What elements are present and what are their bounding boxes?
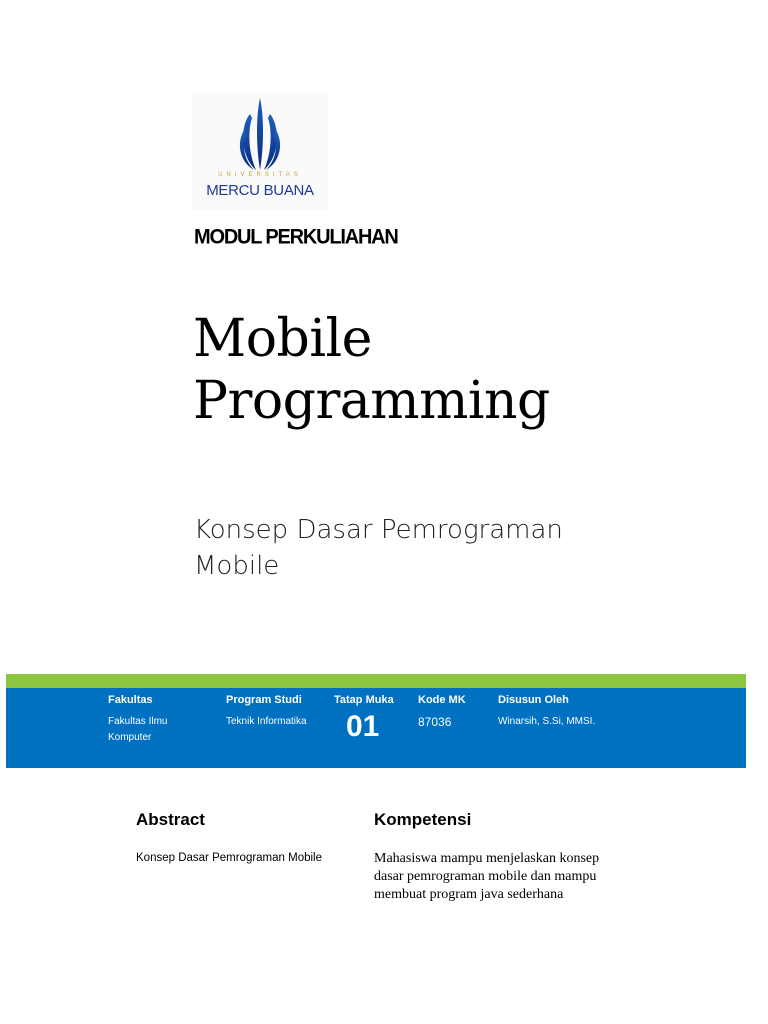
kompetensi-text: Mahasiswa mampu menjelaskan konsep dasar pemrograman mobile dan mampu membuat program java sederhana xyxy=(374,851,600,902)
tatap-muka-label: Tatap Muka xyxy=(334,694,394,706)
program-studi-column xyxy=(226,694,307,730)
tatap-muka-column xyxy=(334,694,394,742)
title-line-2: Programming xyxy=(193,371,550,431)
program-studi-label: Program Studi xyxy=(226,694,302,706)
module-type-label: MODUL PERKULIAHAN xyxy=(194,225,398,249)
kompetensi-heading: Kompetensi xyxy=(374,810,472,829)
abstract-heading: Abstract xyxy=(136,810,205,829)
fakultas-value-line-1: Fakultas Ilmu xyxy=(108,716,168,727)
tatap-muka-value: 01 xyxy=(346,710,380,743)
kode-mk-label: Kode MK xyxy=(418,694,466,706)
logo-subtitle: UNIVERSITAS xyxy=(218,172,302,178)
document-title xyxy=(193,308,693,432)
title-line-1: Mobile xyxy=(193,309,372,369)
course-info-band xyxy=(6,688,746,768)
kode-mk-value: 87036 xyxy=(418,715,452,729)
subtitle-line-2: Mobile xyxy=(194,551,280,581)
program-studi-value: Teknik Informatika xyxy=(226,716,307,727)
logo-university-name: MERCU BUANA xyxy=(206,182,314,199)
university-logo xyxy=(192,92,328,210)
disusun-oleh-label: Disusun Oleh xyxy=(498,694,569,706)
fakultas-label: Fakultas xyxy=(108,694,153,706)
fakultas-value-line-2: Komputer xyxy=(108,732,152,743)
disusun-oleh-value: Winarsih, S.Si, MMSI. xyxy=(498,716,596,727)
kode-mk-column xyxy=(418,694,466,730)
disusun-oleh-column xyxy=(498,694,595,730)
green-accent-bar xyxy=(6,674,746,688)
subtitle-line-1: Konsep Dasar Pemrograman xyxy=(194,515,563,545)
document-subtitle xyxy=(194,512,654,584)
abstract-text: Konsep Dasar Pemrograman Mobile xyxy=(136,852,323,864)
fakultas-column xyxy=(108,694,167,746)
mercu-buana-emblem-icon xyxy=(236,96,284,172)
